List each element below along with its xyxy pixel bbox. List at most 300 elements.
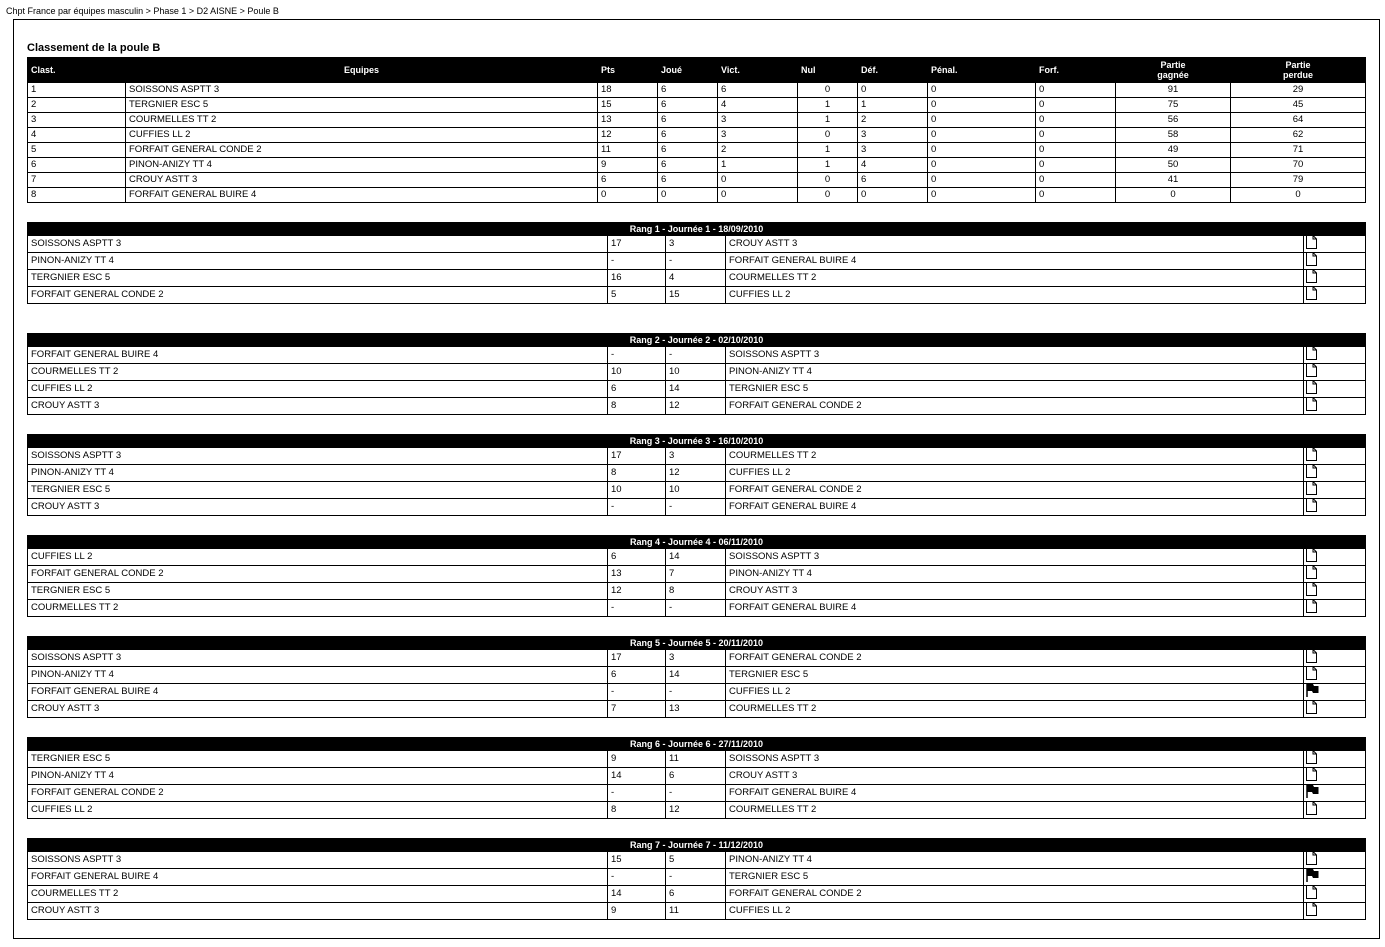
cell-partie-perdue: 0 <box>1231 188 1366 203</box>
away-team[interactable]: SOISSONS ASPTT 3 <box>726 549 1304 566</box>
match-row <box>28 684 1366 701</box>
away-score: 13 <box>666 701 726 718</box>
away-score: 3 <box>666 650 726 667</box>
round-title: Rang 4 - Journée 4 - 06/11/2010 <box>28 536 1366 549</box>
round-table <box>27 737 1366 819</box>
match-sheet-cell[interactable] <box>1304 236 1366 253</box>
away-team[interactable]: FORFAIT GENERAL CONDE 2 <box>726 482 1304 499</box>
home-score: - <box>608 869 666 886</box>
standings-row <box>28 113 1366 128</box>
away-team[interactable]: TERGNIER ESC 5 <box>726 869 1304 886</box>
header-partie-perdue-line2: perdue <box>1282 70 1313 80</box>
home-team[interactable]: COURMELLES TT 2 <box>28 600 608 617</box>
away-team[interactable]: FORFAIT GENERAL BUIRE 4 <box>726 600 1304 617</box>
document-icon[interactable] <box>1306 383 1317 394</box>
cell-partie-perdue: 79 <box>1231 173 1366 188</box>
match-row <box>28 448 1366 465</box>
home-score: 16 <box>608 270 666 287</box>
away-team[interactable]: CUFFIES LL 2 <box>726 903 1304 920</box>
away-team[interactable]: FORFAIT GENERAL CONDE 2 <box>726 886 1304 903</box>
standings-header-row <box>28 58 1366 83</box>
cell-partie-perdue: 70 <box>1231 158 1366 173</box>
match-row <box>28 701 1366 718</box>
match-sheet-cell[interactable] <box>1304 253 1366 270</box>
match-sheet-cell[interactable] <box>1304 903 1366 920</box>
away-score: 14 <box>666 549 726 566</box>
home-score: 17 <box>608 448 666 465</box>
home-score: 8 <box>608 398 666 415</box>
cell-vict: 4 <box>718 98 798 113</box>
document-icon[interactable] <box>1306 484 1317 495</box>
cell-penal: 0 <box>928 158 1036 173</box>
cell-def: 0 <box>858 83 928 98</box>
document-icon[interactable] <box>1306 888 1317 899</box>
home-team[interactable]: CUFFIES LL 2 <box>28 549 608 566</box>
cell-partie-perdue: 62 <box>1231 128 1366 143</box>
away-score: 8 <box>666 583 726 600</box>
home-team[interactable]: SOISSONS ASPTT 3 <box>28 236 608 253</box>
cell-def: 2 <box>858 113 928 128</box>
away-team[interactable]: CROUY ASTT 3 <box>726 236 1304 253</box>
home-score: - <box>608 600 666 617</box>
away-score: - <box>666 785 726 802</box>
header-partie-gagnee-line1: Partie <box>1160 60 1186 70</box>
cell-joue: 6 <box>658 128 718 143</box>
round-title: Rang 7 - Journée 7 - 11/12/2010 <box>28 839 1366 852</box>
away-score: 10 <box>666 364 726 381</box>
cell-pts: 9 <box>598 158 658 173</box>
document-icon[interactable] <box>1306 238 1317 249</box>
document-icon[interactable] <box>1306 804 1317 815</box>
match-row <box>28 287 1366 304</box>
away-score: 12 <box>666 465 726 482</box>
match-sheet-cell[interactable] <box>1304 684 1366 701</box>
away-team[interactable]: TERGNIER ESC 5 <box>726 381 1304 398</box>
round-title: Rang 2 - Journée 2 - 02/10/2010 <box>28 334 1366 347</box>
cell-pts: 15 <box>598 98 658 113</box>
cell-pts: 12 <box>598 128 658 143</box>
document-icon[interactable] <box>1306 854 1317 865</box>
cell-penal: 0 <box>928 128 1036 143</box>
home-score: 17 <box>608 236 666 253</box>
away-team[interactable]: PINON-ANIZY TT 4 <box>726 566 1304 583</box>
home-score: 6 <box>608 381 666 398</box>
document-icon[interactable] <box>1306 366 1317 377</box>
away-score: 4 <box>666 270 726 287</box>
match-sheet-cell[interactable] <box>1304 549 1366 566</box>
cell-forf: 0 <box>1036 128 1116 143</box>
match-sheet-cell[interactable] <box>1304 701 1366 718</box>
cell-vict: 2 <box>718 143 798 158</box>
home-team[interactable]: SOISSONS ASPTT 3 <box>28 852 608 869</box>
round-header-row <box>28 223 1366 236</box>
home-score: 7 <box>608 701 666 718</box>
away-score: 12 <box>666 398 726 415</box>
away-score: 14 <box>666 381 726 398</box>
match-sheet-cell[interactable] <box>1304 381 1366 398</box>
document-icon[interactable] <box>1306 501 1317 512</box>
away-score: 3 <box>666 448 726 465</box>
home-team[interactable]: FORFAIT GENERAL BUIRE 4 <box>28 869 608 886</box>
round-header-row <box>28 536 1366 549</box>
round-title: Rang 5 - Journée 5 - 20/11/2010 <box>28 637 1366 650</box>
home-score: 17 <box>608 650 666 667</box>
away-team[interactable]: FORFAIT GENERAL CONDE 2 <box>726 650 1304 667</box>
away-team[interactable]: TERGNIER ESC 5 <box>726 667 1304 684</box>
match-sheet-cell[interactable] <box>1304 499 1366 516</box>
cell-clast: 2 <box>28 98 126 113</box>
document-icon[interactable] <box>1306 551 1317 562</box>
cell-vict: 0 <box>718 173 798 188</box>
document-icon[interactable] <box>1306 289 1317 300</box>
cell-joue: 0 <box>658 188 718 203</box>
away-score: - <box>666 347 726 364</box>
cell-joue: 6 <box>658 158 718 173</box>
away-score: 6 <box>666 886 726 903</box>
round-title: Rang 1 - Journée 1 - 18/09/2010 <box>28 223 1366 236</box>
cell-forf: 0 <box>1036 173 1116 188</box>
home-score: 14 <box>608 768 666 785</box>
cell-nul: 0 <box>798 188 858 203</box>
round-title: Rang 3 - Journée 3 - 16/10/2010 <box>28 435 1366 448</box>
cell-joue: 6 <box>658 143 718 158</box>
home-team[interactable]: FORFAIT GENERAL CONDE 2 <box>28 785 608 802</box>
standings-table <box>27 57 1366 203</box>
match-row <box>28 751 1366 768</box>
header-pts: Pts <box>598 58 658 83</box>
cell-clast: 5 <box>28 143 126 158</box>
match-sheet-cell[interactable] <box>1304 347 1366 364</box>
match-sheet-cell[interactable] <box>1304 364 1366 381</box>
match-row <box>28 499 1366 516</box>
away-team[interactable]: CUFFIES LL 2 <box>726 465 1304 482</box>
cell-partie-gagnee: 49 <box>1116 143 1231 158</box>
home-score: 10 <box>608 482 666 499</box>
away-score: 7 <box>666 566 726 583</box>
cell-penal: 0 <box>928 98 1036 113</box>
cell-penal: 0 <box>928 83 1036 98</box>
standings-row <box>28 173 1366 188</box>
home-score: 8 <box>608 802 666 819</box>
match-row <box>28 667 1366 684</box>
flag-icon[interactable] <box>1306 787 1319 798</box>
cell-partie-perdue: 29 <box>1231 83 1366 98</box>
cell-def: 3 <box>858 143 928 158</box>
round-header-row <box>28 738 1366 751</box>
document-icon[interactable] <box>1306 467 1317 478</box>
round-table <box>27 535 1366 617</box>
away-team[interactable]: COURMELLES TT 2 <box>726 802 1304 819</box>
document-icon[interactable] <box>1306 602 1317 613</box>
cell-joue: 6 <box>658 83 718 98</box>
cell-penal: 0 <box>928 188 1036 203</box>
match-sheet-cell[interactable] <box>1304 482 1366 499</box>
document-icon[interactable] <box>1306 669 1317 680</box>
match-row <box>28 583 1366 600</box>
cell-joue: 6 <box>658 98 718 113</box>
home-score: 14 <box>608 886 666 903</box>
round-table <box>27 333 1366 415</box>
match-row <box>28 903 1366 920</box>
cell-team: PINON-ANIZY TT 4 <box>126 158 598 173</box>
away-score: 14 <box>666 667 726 684</box>
home-team[interactable]: CUFFIES LL 2 <box>28 381 608 398</box>
cell-nul: 1 <box>798 113 858 128</box>
home-team[interactable]: TERGNIER ESC 5 <box>28 270 608 287</box>
cell-partie-gagnee: 56 <box>1116 113 1231 128</box>
home-score: 6 <box>608 549 666 566</box>
home-score: 5 <box>608 287 666 304</box>
document-icon[interactable] <box>1306 703 1317 714</box>
document-icon[interactable] <box>1306 349 1317 360</box>
away-team[interactable]: CUFFIES LL 2 <box>726 684 1304 701</box>
cell-team: COURMELLES TT 2 <box>126 113 598 128</box>
flag-icon[interactable] <box>1306 686 1319 697</box>
match-sheet-cell[interactable] <box>1304 270 1366 287</box>
home-team[interactable]: COURMELLES TT 2 <box>28 886 608 903</box>
away-score: 5 <box>666 852 726 869</box>
cell-clast: 8 <box>28 188 126 203</box>
round-header-row <box>28 334 1366 347</box>
home-team[interactable]: PINON-ANIZY TT 4 <box>28 465 608 482</box>
header-joue: Joué <box>658 58 718 83</box>
cell-clast: 4 <box>28 128 126 143</box>
away-score: 3 <box>666 236 726 253</box>
home-team[interactable]: SOISSONS ASPTT 3 <box>28 448 608 465</box>
cell-partie-perdue: 71 <box>1231 143 1366 158</box>
document-icon[interactable] <box>1306 450 1317 461</box>
document-icon[interactable] <box>1306 400 1317 411</box>
home-team[interactable]: PINON-ANIZY TT 4 <box>28 768 608 785</box>
document-icon[interactable] <box>1306 753 1317 764</box>
home-team[interactable]: CROUY ASTT 3 <box>28 701 608 718</box>
match-sheet-cell[interactable] <box>1304 852 1366 869</box>
cell-forf: 0 <box>1036 143 1116 158</box>
cell-forf: 0 <box>1036 113 1116 128</box>
cell-joue: 6 <box>658 113 718 128</box>
cell-team: CROUY ASTT 3 <box>126 173 598 188</box>
cell-vict: 3 <box>718 128 798 143</box>
home-team[interactable]: PINON-ANIZY TT 4 <box>28 253 608 270</box>
home-team[interactable]: PINON-ANIZY TT 4 <box>28 667 608 684</box>
cell-clast: 1 <box>28 83 126 98</box>
cell-vict: 0 <box>718 188 798 203</box>
home-score: 12 <box>608 583 666 600</box>
standings-row <box>28 143 1366 158</box>
standings-title: Classement de la poule B <box>27 42 161 54</box>
cell-forf: 0 <box>1036 83 1116 98</box>
match-sheet-cell[interactable] <box>1304 768 1366 785</box>
round-header-row <box>28 839 1366 852</box>
away-team[interactable]: SOISSONS ASPTT 3 <box>726 347 1304 364</box>
home-team[interactable]: CUFFIES LL 2 <box>28 802 608 819</box>
match-row <box>28 650 1366 667</box>
document-icon[interactable] <box>1306 652 1317 663</box>
cell-partie-gagnee: 75 <box>1116 98 1231 113</box>
cell-nul: 0 <box>798 128 858 143</box>
round-table <box>27 636 1366 718</box>
match-sheet-cell[interactable] <box>1304 785 1366 802</box>
match-sheet-cell[interactable] <box>1304 667 1366 684</box>
match-row <box>28 364 1366 381</box>
cell-vict: 3 <box>718 113 798 128</box>
away-team[interactable]: FORFAIT GENERAL BUIRE 4 <box>726 499 1304 516</box>
home-score: 15 <box>608 852 666 869</box>
cell-pts: 11 <box>598 143 658 158</box>
away-team[interactable]: COURMELLES TT 2 <box>726 701 1304 718</box>
away-team[interactable]: CROUY ASTT 3 <box>726 583 1304 600</box>
home-score: - <box>608 785 666 802</box>
match-sheet-cell[interactable] <box>1304 600 1366 617</box>
match-row <box>28 398 1366 415</box>
cell-team: CUFFIES LL 2 <box>126 128 598 143</box>
match-sheet-cell[interactable] <box>1304 751 1366 768</box>
round-table <box>27 222 1366 304</box>
cell-partie-gagnee: 41 <box>1116 173 1231 188</box>
standings-row <box>28 98 1366 113</box>
away-score: 15 <box>666 287 726 304</box>
match-row <box>28 852 1366 869</box>
match-sheet-cell[interactable] <box>1304 287 1366 304</box>
home-team[interactable]: SOISSONS ASPTT 3 <box>28 650 608 667</box>
cell-penal: 0 <box>928 113 1036 128</box>
away-score: - <box>666 499 726 516</box>
cell-clast: 7 <box>28 173 126 188</box>
header-forf: Forf. <box>1036 58 1116 83</box>
match-row <box>28 566 1366 583</box>
cell-nul: 1 <box>798 158 858 173</box>
cell-pts: 6 <box>598 173 658 188</box>
document-icon[interactable] <box>1306 255 1317 266</box>
home-team[interactable]: CROUY ASTT 3 <box>28 903 608 920</box>
match-row <box>28 785 1366 802</box>
document-icon[interactable] <box>1306 568 1317 579</box>
header-partie-perdue <box>1231 58 1366 83</box>
match-row <box>28 236 1366 253</box>
home-score: 9 <box>608 751 666 768</box>
standings-row <box>28 83 1366 98</box>
away-score: - <box>666 684 726 701</box>
away-team[interactable]: PINON-ANIZY TT 4 <box>726 364 1304 381</box>
cell-pts: 13 <box>598 113 658 128</box>
document-icon[interactable] <box>1306 905 1317 916</box>
away-score: - <box>666 600 726 617</box>
home-team[interactable]: FORFAIT GENERAL BUIRE 4 <box>28 684 608 701</box>
cell-nul: 1 <box>798 98 858 113</box>
round-header-row <box>28 637 1366 650</box>
home-score: - <box>608 347 666 364</box>
away-score: 11 <box>666 903 726 920</box>
home-score: 10 <box>608 364 666 381</box>
away-team[interactable]: CUFFIES LL 2 <box>726 287 1304 304</box>
cell-partie-gagnee: 58 <box>1116 128 1231 143</box>
cell-nul: 0 <box>798 173 858 188</box>
away-team[interactable]: FORFAIT GENERAL BUIRE 4 <box>726 785 1304 802</box>
cell-team: TERGNIER ESC 5 <box>126 98 598 113</box>
away-team[interactable]: COURMELLES TT 2 <box>726 270 1304 287</box>
away-team[interactable]: CROUY ASTT 3 <box>726 768 1304 785</box>
cell-nul: 1 <box>798 143 858 158</box>
cell-partie-gagnee: 0 <box>1116 188 1231 203</box>
home-team[interactable]: TERGNIER ESC 5 <box>28 482 608 499</box>
match-sheet-cell[interactable] <box>1304 650 1366 667</box>
match-sheet-cell[interactable] <box>1304 448 1366 465</box>
cell-partie-perdue: 45 <box>1231 98 1366 113</box>
match-sheet-cell[interactable] <box>1304 583 1366 600</box>
round-header-row <box>28 435 1366 448</box>
home-team[interactable]: FORFAIT GENERAL BUIRE 4 <box>28 347 608 364</box>
match-sheet-cell[interactable] <box>1304 566 1366 583</box>
home-team[interactable]: COURMELLES TT 2 <box>28 364 608 381</box>
cell-joue: 6 <box>658 173 718 188</box>
cell-vict: 1 <box>718 158 798 173</box>
standings-row <box>28 128 1366 143</box>
document-icon[interactable] <box>1306 272 1317 283</box>
match-sheet-cell[interactable] <box>1304 802 1366 819</box>
away-team[interactable]: PINON-ANIZY TT 4 <box>726 852 1304 869</box>
round-title: Rang 6 - Journée 6 - 27/11/2010 <box>28 738 1366 751</box>
match-row <box>28 549 1366 566</box>
match-row <box>28 768 1366 785</box>
home-score: 8 <box>608 465 666 482</box>
cell-team: FORFAIT GENERAL BUIRE 4 <box>126 188 598 203</box>
match-sheet-cell[interactable] <box>1304 465 1366 482</box>
cell-def: 6 <box>858 173 928 188</box>
cell-penal: 0 <box>928 143 1036 158</box>
home-score: - <box>608 499 666 516</box>
cell-def: 1 <box>858 98 928 113</box>
match-row <box>28 347 1366 364</box>
document-icon[interactable] <box>1306 585 1317 596</box>
flag-icon[interactable] <box>1306 871 1319 882</box>
home-score: 13 <box>608 566 666 583</box>
match-sheet-cell[interactable] <box>1304 398 1366 415</box>
breadcrumb[interactable]: Chpt France par équipes masculin > Phase 1 > D2 AISNE > Poule B <box>6 6 279 16</box>
match-row <box>28 381 1366 398</box>
header-partie-gagnee <box>1116 58 1231 83</box>
round-table <box>27 434 1366 516</box>
away-team[interactable]: COURMELLES TT 2 <box>726 448 1304 465</box>
cell-clast: 6 <box>28 158 126 173</box>
standings-row <box>28 158 1366 173</box>
header-vict: Vict. <box>718 58 798 83</box>
match-row <box>28 253 1366 270</box>
home-team[interactable]: TERGNIER ESC 5 <box>28 751 608 768</box>
standings-row <box>28 188 1366 203</box>
away-score: - <box>666 869 726 886</box>
home-team[interactable]: FORFAIT GENERAL CONDE 2 <box>28 287 608 304</box>
away-team[interactable]: FORFAIT GENERAL BUIRE 4 <box>726 253 1304 270</box>
header-partie-perdue-line1: Partie <box>1285 60 1311 70</box>
match-sheet-cell[interactable] <box>1304 886 1366 903</box>
cell-nul: 0 <box>798 83 858 98</box>
home-team[interactable]: CROUY ASTT 3 <box>28 398 608 415</box>
cell-def: 4 <box>858 158 928 173</box>
match-sheet-cell[interactable] <box>1304 869 1366 886</box>
away-score: 10 <box>666 482 726 499</box>
away-score: 11 <box>666 751 726 768</box>
home-team[interactable]: TERGNIER ESC 5 <box>28 583 608 600</box>
cell-pts: 18 <box>598 83 658 98</box>
away-team[interactable]: FORFAIT GENERAL CONDE 2 <box>726 398 1304 415</box>
home-team[interactable]: FORFAIT GENERAL CONDE 2 <box>28 566 608 583</box>
cell-forf: 0 <box>1036 188 1116 203</box>
header-def: Déf. <box>858 58 928 83</box>
home-team[interactable]: CROUY ASTT 3 <box>28 499 608 516</box>
document-icon[interactable] <box>1306 770 1317 781</box>
away-team[interactable]: SOISSONS ASPTT 3 <box>726 751 1304 768</box>
match-row <box>28 270 1366 287</box>
